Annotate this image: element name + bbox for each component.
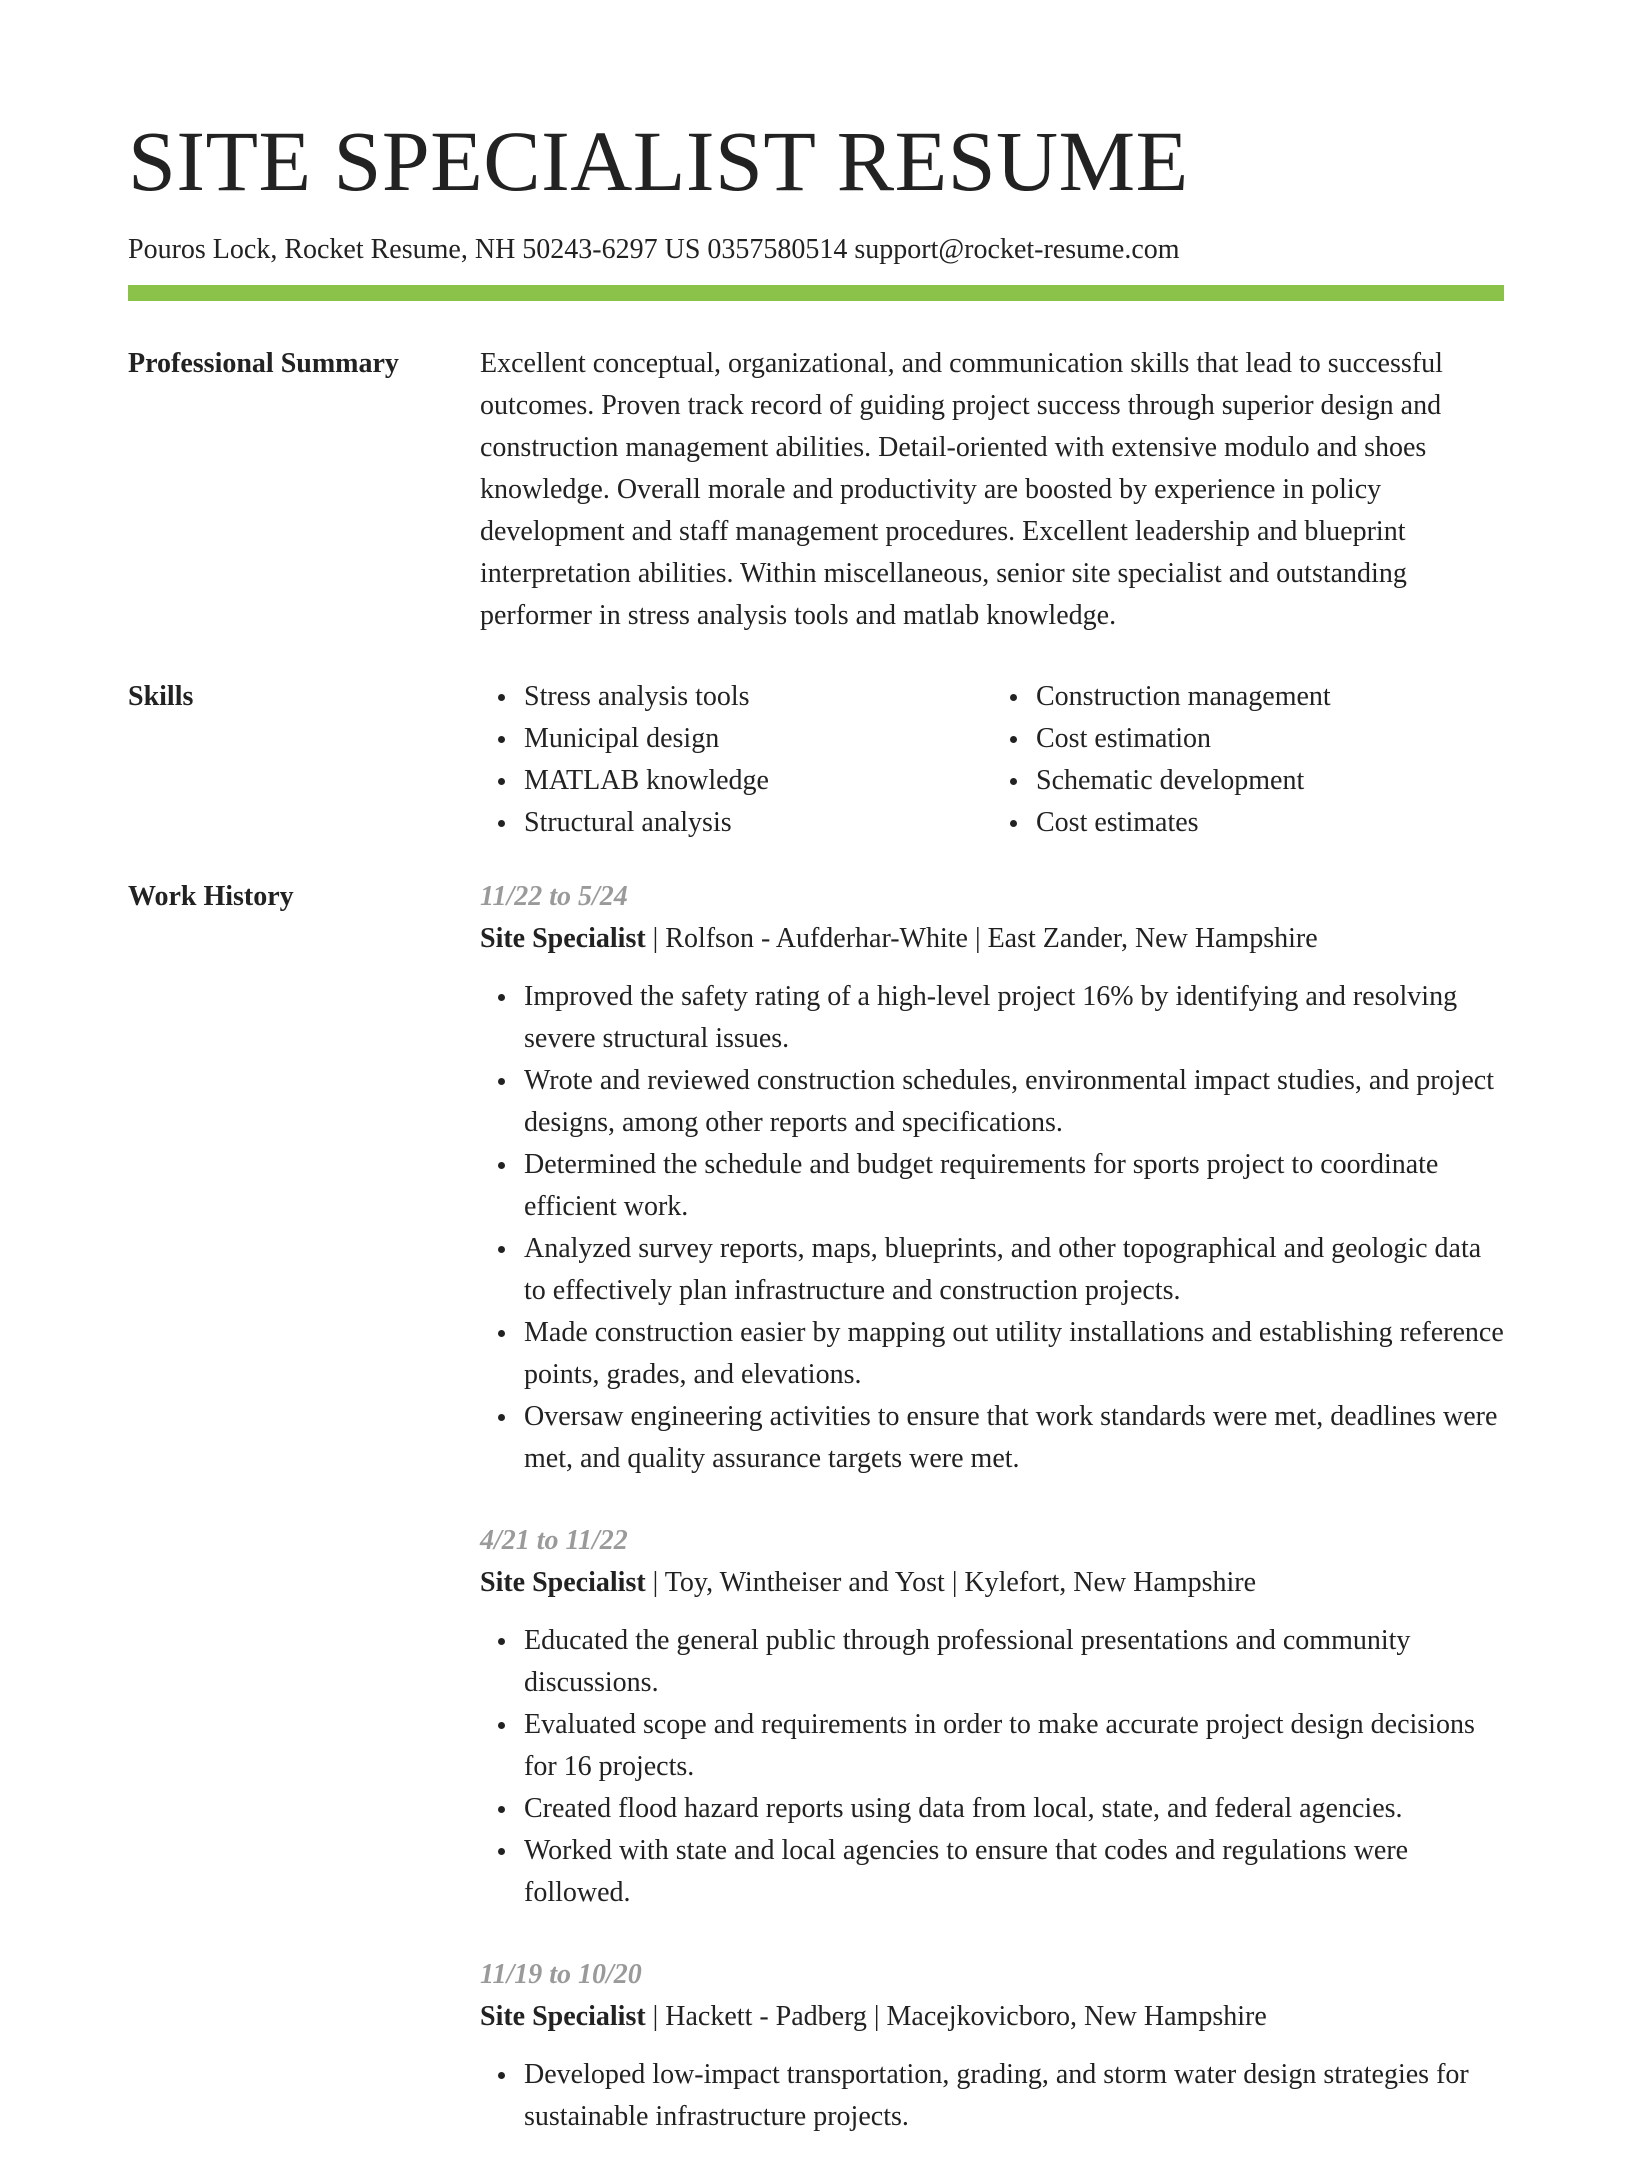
job-bullets — [480, 2054, 1504, 2138]
skill-item: Cost estimates — [1036, 802, 1504, 844]
job-entry — [480, 1520, 1504, 1914]
separator: | — [944, 1567, 965, 1598]
skill-item: MATLAB knowledge — [524, 760, 992, 802]
job-location: Macejkovicboro, New Hampshire — [886, 2001, 1267, 2032]
job-header — [480, 1996, 1504, 2038]
job-company: Hackett - Padberg — [665, 2001, 867, 2032]
summary-body — [480, 343, 1504, 637]
job-bullet: Evaluated scope and requirements in order to make accurate project design decisions for 16 projects. — [524, 1704, 1504, 1788]
separator: | — [645, 1567, 665, 1598]
skill-item: Stress analysis tools — [524, 676, 992, 718]
job-dates: 11/22 to 5/24 — [480, 881, 628, 912]
job-bullets — [480, 976, 1504, 1480]
separator: | — [866, 2001, 887, 2032]
resume-title: SITE SPECIALIST RESUME — [128, 113, 1189, 209]
job-bullet: Analyzed survey reports, maps, blueprints, and other topographical and geologic data to effectively plan infrastructure and construction projects. — [524, 1228, 1504, 1312]
job-company: Toy, Wintheiser and Yost — [664, 1567, 945, 1598]
job-title: Site Specialist — [480, 923, 646, 954]
skills-body — [480, 676, 1504, 844]
job-bullets — [480, 1620, 1504, 1914]
skill-item: Structural analysis — [524, 802, 992, 844]
summary-text: Excellent conceptual, organizational, and communication skills that lead to successful outcomes. Proven track record of guiding project success through superior design and construction management abilities. Detail-oriented with extensive modulo and shoes knowledge. Overall morale and productivity are boosted by experience in policy development and staff management procedures. Excellent leadership and blueprint interpretation abilities. Within miscellaneous, senior site specialist and outstanding performer in stress analysis tools and matlab knowledge. — [480, 348, 1443, 631]
job-bullet: Developed low-impact transportation, grading, and storm water design strategies for sustainable infrastructure projects. — [524, 2054, 1504, 2138]
job-location: East Zander, New Hampshire — [987, 923, 1318, 954]
separator: | — [967, 923, 988, 954]
skills-list-right — [992, 676, 1504, 844]
job-bullet: Wrote and reviewed construction schedules, environmental impact studies, and project designs, among other reports and specifications. — [524, 1060, 1504, 1144]
skill-item: Schematic development — [1036, 760, 1504, 802]
job-header — [480, 1562, 1504, 1604]
job-bullet: Improved the safety rating of a high-level project 16% by identifying and resolving severe structural issues. — [524, 976, 1504, 1060]
work-history-heading: Work History — [128, 881, 294, 912]
separator: | — [645, 2001, 666, 2032]
job-entry — [480, 876, 1504, 1480]
job-bullet: Educated the general public through professional presentations and community discussions. — [524, 1620, 1504, 1704]
skill-item: Construction management — [1036, 676, 1504, 718]
job-bullet: Oversaw engineering activities to ensure that work standards were met, deadlines were met, and quality assurance targets were met. — [524, 1396, 1504, 1480]
job-bullet: Created flood hazard reports using data from local, state, and federal agencies. — [524, 1788, 1504, 1830]
work-history-body — [480, 876, 1504, 2178]
skill-item: Municipal design — [524, 718, 992, 760]
summary-heading: Professional Summary — [128, 348, 399, 379]
job-dates: 11/19 to 10/20 — [480, 1959, 642, 1990]
job-location: Kylefort, New Hampshire — [964, 1567, 1257, 1598]
job-title: Site Specialist — [480, 2001, 646, 2032]
skills-heading: Skills — [128, 681, 194, 712]
job-dates: 4/21 to 11/22 — [480, 1525, 628, 1556]
contact-line: Pouros Lock, Rocket Resume, NH 50243-6297 US 0357580514 support@rocket-resume.com — [128, 234, 1180, 265]
job-header — [480, 918, 1504, 960]
skill-item: Cost estimation — [1036, 718, 1504, 760]
separator: | — [645, 923, 666, 954]
accent-rule — [128, 285, 1504, 301]
job-bullet: Worked with state and local agencies to ensure that codes and regulations were followed. — [524, 1830, 1504, 1914]
skills-list-left — [480, 676, 992, 844]
job-company: Rolfson - Aufderhar-White — [665, 923, 968, 954]
job-title: Site Specialist — [480, 1567, 646, 1598]
job-bullet: Made construction easier by mapping out utility installations and establishing reference points, grades, and elevations. — [524, 1312, 1504, 1396]
job-entry — [480, 1954, 1504, 2138]
job-bullet: Determined the schedule and budget requirements for sports project to coordinate efficient work. — [524, 1144, 1504, 1228]
